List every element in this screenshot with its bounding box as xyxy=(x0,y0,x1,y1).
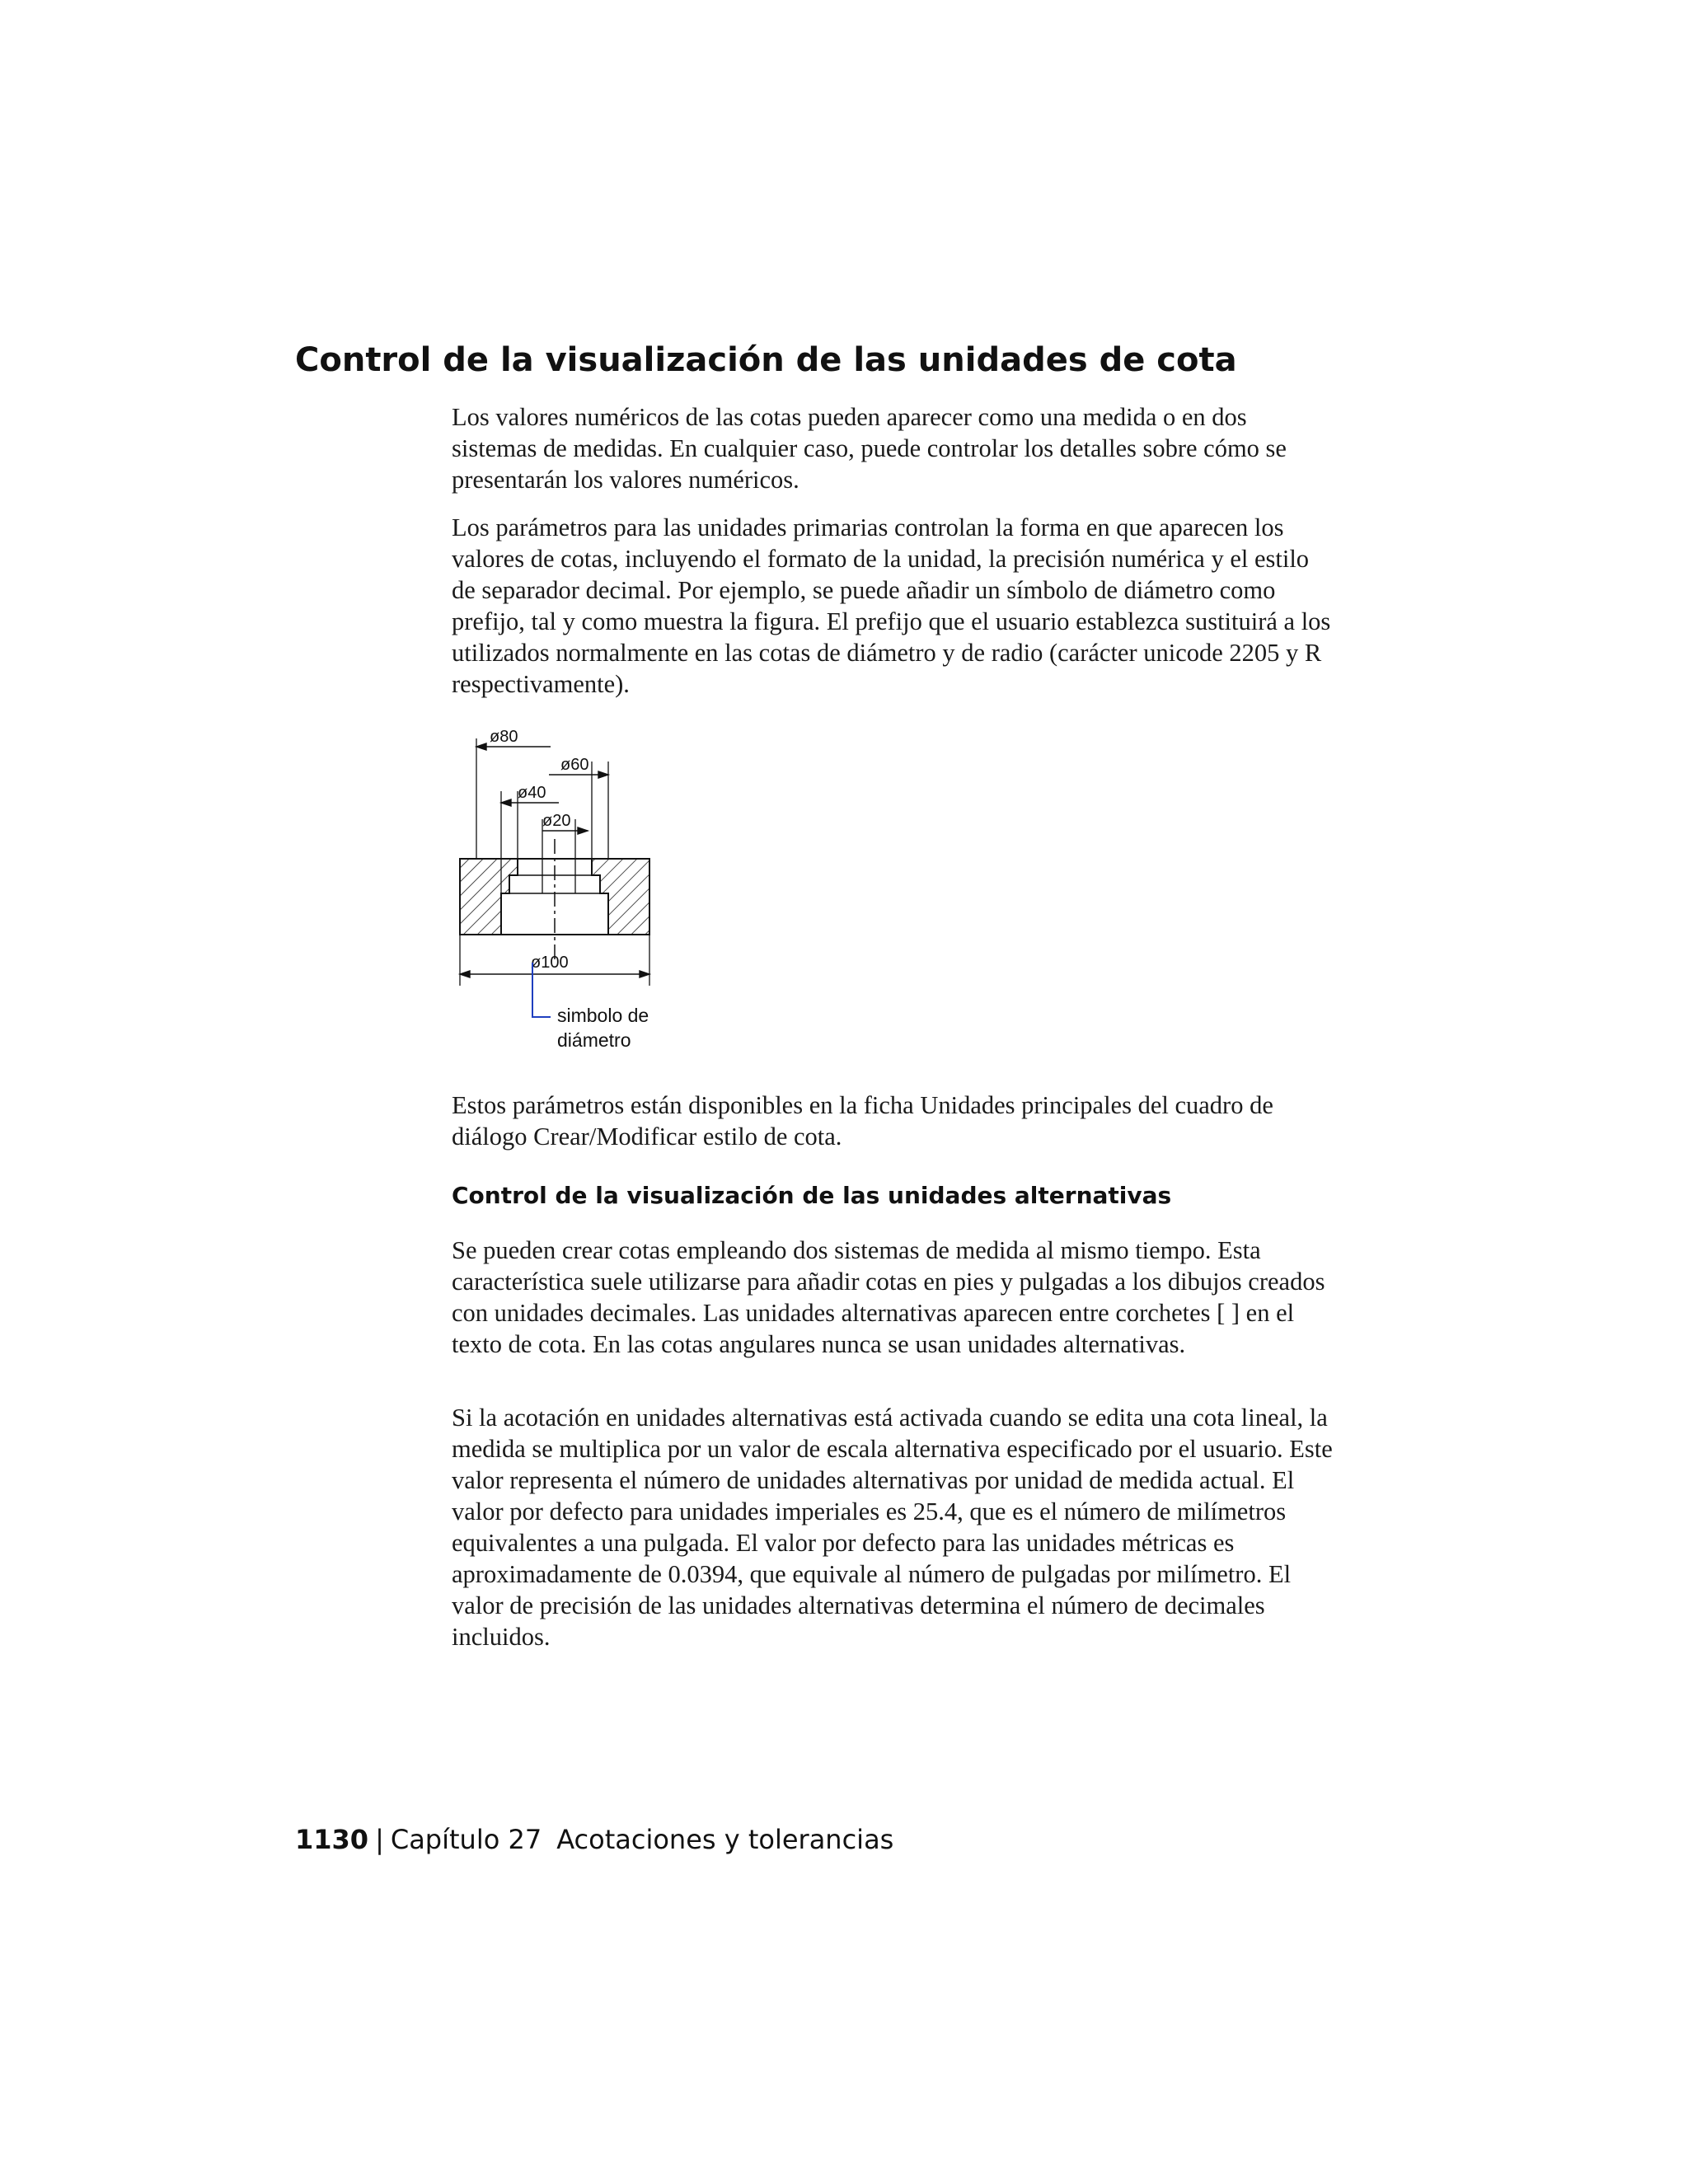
diameter-dimension-figure xyxy=(452,722,699,1068)
paragraph-intro xyxy=(452,401,1338,495)
part-section xyxy=(460,839,649,961)
dim-label-60: ø60 xyxy=(560,756,589,774)
chapter-label: Capítulo 27 xyxy=(390,1824,542,1855)
callout-label-line1: simbolo de xyxy=(557,1005,649,1026)
dim-label-20: ø20 xyxy=(542,812,571,830)
paragraph-dialog-reference xyxy=(452,1090,1338,1152)
paragraph-text: Estos parámetros están disponibles en la ficha Unidades principales del cuadro de diálogo Crear/Modificar estilo de cota. xyxy=(452,1091,1273,1151)
chapter-title: Acotaciones y tolerancias xyxy=(556,1824,894,1855)
page-footer xyxy=(295,1821,893,1858)
section-title: Control de la visualización de las unidades de cota xyxy=(295,341,1237,379)
subsection-title: Control de la visualización de las unidades alternativas xyxy=(452,1182,1172,1209)
callout-label-line2: diámetro xyxy=(557,1029,631,1051)
paragraph-primary-units xyxy=(452,512,1338,700)
paragraph-alternate-scale xyxy=(452,1402,1338,1652)
dim-label-80: ø80 xyxy=(490,728,518,746)
dim-label-40: ø40 xyxy=(518,784,546,802)
paragraph-text: Si la acotación en unidades alternativas está activada cuando se edita una cota lineal, la medida se multiplica por un valor de escala alternativa especificado por el usuario. Este valor representa el número de unidades alternativas por unidad de medida actual. El valor por defecto para unidades imperiales es 25.4, que es el número de milímetros equivalentes a una pulgada. El valor por defecto para las unidades métricas es aproximadamente de 0.0394, que equivale al número de pulgadas por milímetro. El valor de precisión de las unidades alternativas determina el número de decimales incluidos. xyxy=(452,1404,1333,1651)
paragraph-text: Los valores numéricos de las cotas pueden aparecer como una medida o en dos sistemas de medidas. En cualquier caso, puede controlar los detalles sobre cómo se presentarán los valores numéricos. xyxy=(452,403,1287,494)
paragraph-alternate-units xyxy=(452,1235,1338,1360)
page-number: 1130 xyxy=(295,1824,369,1855)
footer-separator: | xyxy=(375,1824,384,1855)
paragraph-text: Se pueden crear cotas empleando dos sistemas de medida al mismo tiempo. Esta característica suele utilizarse para añadir cotas en pies y pulgadas a los dibujos creados con unidades decimales. Las unidades alternativas aparecen entre corchetes [ ] en el texto de cota. En las cotas angulares nunca se usan unidades alternativas. xyxy=(452,1236,1325,1358)
paragraph-text: Los parámetros para las unidades primarias controlan la forma en que aparecen los valores de cotas, incluyendo el formato de la unidad, la precisión numérica y el estilo de separador decimal. Por ejemplo, se puede añadir un símbolo de diámetro como prefijo, tal y como muestra la figura. El prefijo que el usuario establezca sustituirá a los utilizados normalmente en las cotas de diámetro y de radio (carácter unicode 2205 y R respectivamente). xyxy=(452,513,1331,698)
dim-label-100: ø100 xyxy=(531,954,569,972)
